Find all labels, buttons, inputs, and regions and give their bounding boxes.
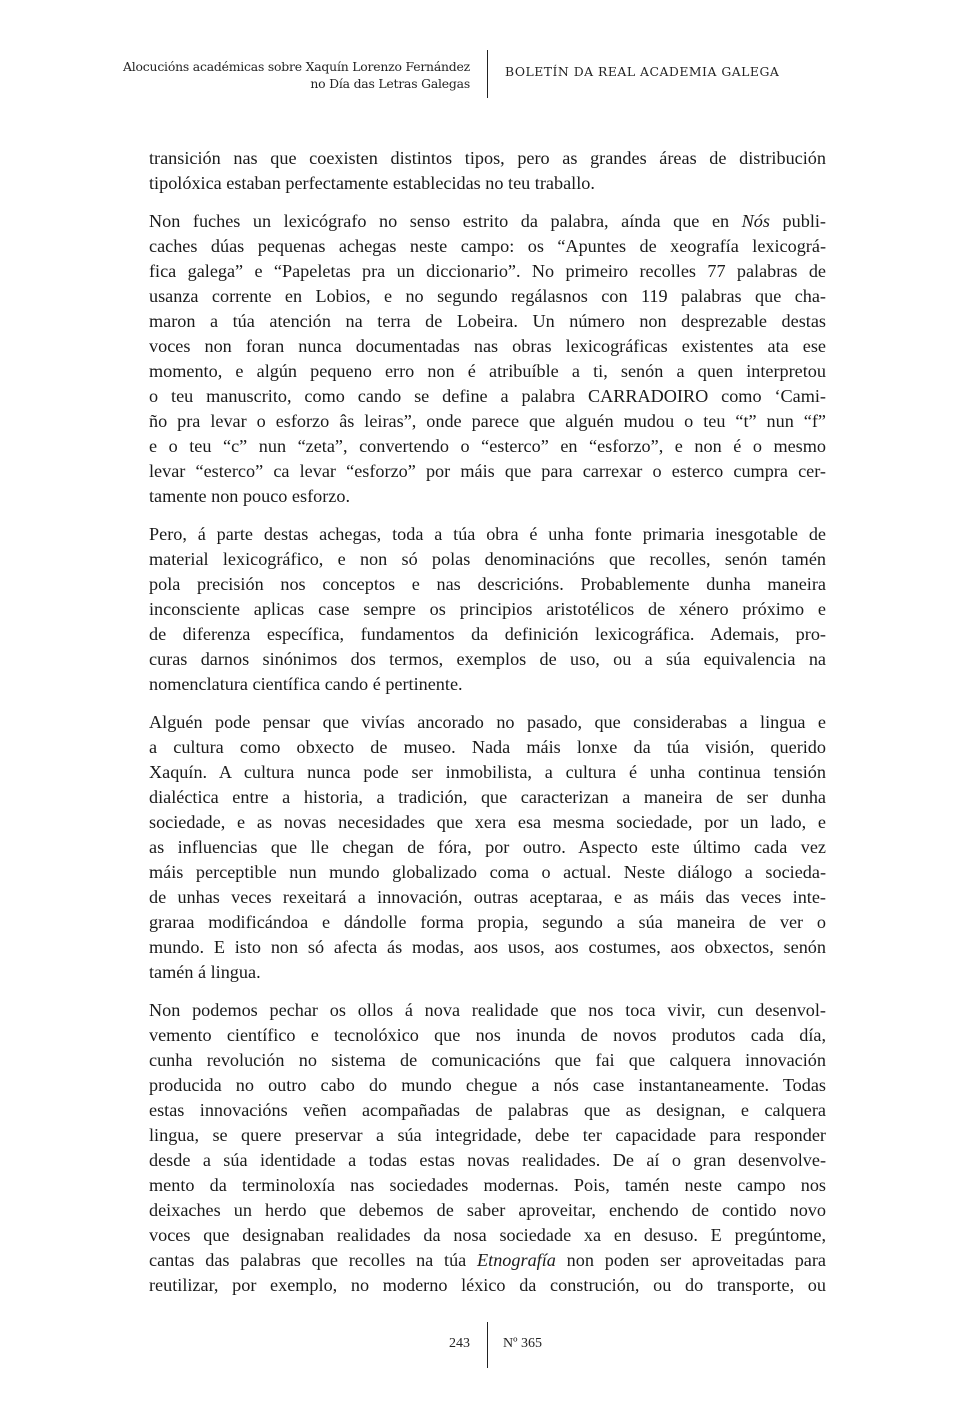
text-line: estas innovacións veñen acompañadas de palabras que as designan, e calquera [149, 1100, 826, 1121]
text-line: as influencias que lle chegan de fóra, por outro. Aspecto este último cada vez [149, 837, 826, 857]
text-line: tamente non pouco esforzo. [149, 486, 351, 507]
text-line: transición nas que coexisten distintos tipos, pero as grandes áreas de distribución [149, 148, 826, 168]
text-line: voces que designaban realidades da nosa sociedade xa en desuso. E pregúntome, [149, 1225, 826, 1246]
text-line: tipolóxica estaban perfectamente establecidas no teu traballo. [149, 173, 595, 194]
text-line: cantas das palabras que recolles na túa Etnografía non poden ser aproveitadas para [149, 1250, 826, 1271]
text-line: curas darnos sinónimos dos termos, exemplos de uso, ou a súa equivalencia na [149, 649, 826, 670]
footer-divider [487, 1322, 488, 1368]
text-line: e o teu “c” nun “zeta”, convertendo o “esterco” en “esforzo”, e non é o mesmo [149, 436, 826, 457]
header-article-title-line-2: no Día das Letras Galegas [310, 76, 470, 91]
text-line: caches dúas pequenas achegas neste campo: os “Apuntes de xeografía lexicográ- [149, 235, 826, 256]
text-line: mundo. E isto non só afecta ás modas, aos usos, aos costumes, aos obxectos, senón [149, 937, 826, 958]
issue-number: Nº 365 [503, 1336, 542, 1351]
running-footer [0, 1322, 975, 1370]
paragraph [149, 209, 826, 510]
text-line: deixaches un herdo que debemos de saber aproveitar, enchendo de contido novo [149, 1200, 826, 1221]
paragraph [149, 146, 826, 196]
text-line: material lexicográfico, e non só polas denominacións que recolles, senón tamén [149, 548, 826, 569]
text-line: Non fuches un lexicógrafo no senso estrito da palabra, aínda que en Nós publi- [149, 210, 826, 231]
text-line: desde a súa identidade a todas estas novas realidades. De aí o gran desenvolve- [149, 1150, 826, 1171]
text-line: nomenclatura científica cando é pertinente. [149, 674, 463, 695]
paragraph [149, 522, 826, 697]
text-line: producida no outro cabo do mundo chegue a nós case instantaneamente. Todas [149, 1075, 826, 1096]
header-article-title [123, 58, 470, 92]
text-line: de unhas veces rexeitará a innovación, outras aceptaraa, e as máis das veces inte- [149, 887, 826, 908]
page-number: 243 [449, 1336, 470, 1351]
text-line: Pero, á parte destas achegas, toda a túa obra é unha fonte primaria inesgotable de [149, 523, 826, 544]
text-line: mento da terminoloxía nas sociedades modernas. Pois, tamén neste campo nos [149, 1175, 826, 1196]
italic-title: Etnografía [477, 1250, 556, 1271]
text-line: sociedade, e as novas necesidades que xera esa mesma sociedade, por un lado, e [149, 811, 826, 832]
text-line: máis perceptible nun mundo globalizado coma o actual. Neste diálogo a socieda- [149, 862, 826, 883]
text-line: vemento científico e tecnolóxico que nos inunda de novos produtos cada día, [149, 1024, 826, 1045]
text-line: graraa modificándoa e dándolle forma propia, segundo a súa maneira de ver o [149, 912, 826, 933]
text-line: dialéctica entre a historia, a tradición, que caracterizan a maneira de ser dunha [149, 786, 826, 807]
header-journal-title: BOLETÍN DA REAL ACADEMIA GALEGA [505, 64, 780, 79]
text-line: momento, e algún pequeno erro non é atribuíble a ti, senón a quen interpretou [149, 360, 826, 381]
text-line: a cultura como obxecto de museo. Nada máis lonxe da túa visión, querido [149, 736, 826, 757]
text-line: ño pra levar o esforzo âs leiras”, onde parece que alguén mudou o teu “t” nun “f” [149, 411, 826, 432]
text-line: usanza corrente en Lobios, e no segundo regálasnos con 119 palabras que cha- [149, 285, 826, 306]
text-line: fica galega” e “Papeletas pra un diccionario”. No primeiro recolles 77 palabras de [149, 260, 826, 281]
text-line: maron a túa atención na terra de Lobeira. Un número non desprezable destas [149, 310, 826, 331]
text-line: inconsciente aplicas case sempre os principios aristotélicos de xénero próximo e [149, 598, 826, 619]
paragraph [149, 998, 826, 1299]
text-line: levar “esterco” ca levar “esforzo” por máis que para carrexar o esterco cumpra cer- [149, 461, 826, 482]
text-line: o teu manuscrito, como cando se define a palabra CARRADOIRO como ‘Cami- [149, 386, 826, 407]
text-line: de diferenza específica, fundamentos da definición lexicográfica. Ademais, pro- [149, 624, 826, 645]
text-line: tamén á lingua. [149, 962, 261, 983]
running-header [0, 50, 975, 102]
italic-title: Nós [741, 210, 770, 231]
text-line: reutilizar, por exemplo, no moderno léxico da construción, ou do transporte, ou [149, 1275, 826, 1296]
text-line: Xaquín. A cultura nunca pode ser inmobilista, a cultura é unha continua tensión [149, 761, 826, 782]
header-divider [487, 50, 488, 98]
text-line: pola precisión nos conceptos e nas descricións. Probablemente dunha maneira [149, 573, 826, 594]
paragraph [149, 710, 826, 986]
text-line: cunha revolución no sistema de comunicacións que fai que calquera innovación [149, 1049, 826, 1070]
text-line: lingua, se quere preservar a súa integridade, debe ter capacidade para responder [149, 1125, 826, 1146]
text-line: voces non foran nunca documentadas nas obras lexicográficas existentes ata ese [149, 335, 826, 356]
text-line: Non podemos pechar os ollos á nova realidade que nos toca vivir, cun desenvol- [149, 999, 826, 1020]
text-line: Alguén pode pensar que vivías ancorado no pasado, que considerabas a lingua e [149, 711, 826, 732]
body-text [149, 146, 826, 1311]
header-article-title-line-1: Alocucións académicas sobre Xaquín Lorenzo Fernández [123, 59, 470, 74]
